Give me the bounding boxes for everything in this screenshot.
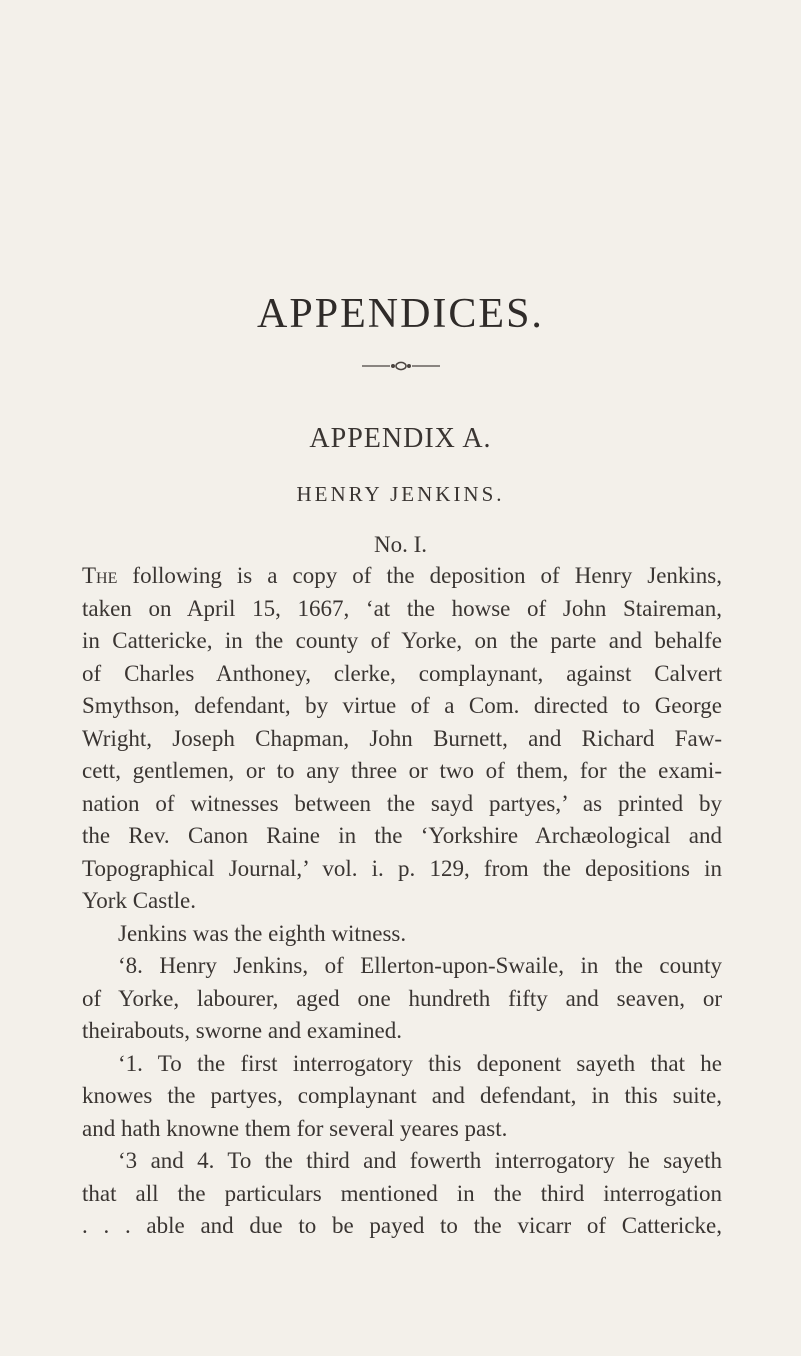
text-line: of Charles Anthoney, clerke, complaynant, against Calvert [82, 660, 722, 686]
text-line: Topographical Journal,’ vol. i. p. 129, from the depositions in [82, 855, 722, 881]
text-line: the Rev. Canon Raine in the ‘Yorkshire Archæological and [82, 823, 722, 848]
text-line: ‘1. To the first interrogatory this deponent sayeth that he [118, 1050, 722, 1076]
text-line: Jenkins was the eighth witness. [118, 920, 407, 946]
page-title: APPENDICES. [257, 291, 544, 337]
text-line: Wright, Joseph Chapman, John Burnett, and Richard Faw- [82, 725, 722, 751]
text-line: nation of witnesses between the sayd partyes,’ as printed by [82, 790, 722, 816]
text-line: and hath knowne them for several yeares past. [82, 1115, 508, 1141]
text-line: The following is a copy of the deposition of Henry Jenkins, [82, 563, 722, 588]
text-line: that all the particulars mentioned in the third interrogation [82, 1180, 722, 1206]
ornament-divider [360, 361, 442, 371]
body-text [82, 560, 722, 1243]
text-line: . . . able and due to be payed to the vicarr of Cattericke, [82, 1213, 722, 1238]
text-line: ‘3 and 4. To the third and fowerth interrogatory he sayeth [118, 1148, 722, 1173]
text-line: taken on April 15, 1667, ‘at the howse of John Staireman, [82, 595, 722, 621]
text-line: in Cattericke, in the county of Yorke, on the parte and behalfe [82, 628, 722, 653]
text-line: Smythson, defendant, by virtue of a Com. directed to George [82, 693, 722, 718]
text-line: ‘8. Henry Jenkins, of Ellerton-upon-Swaile, in the county [118, 953, 722, 978]
text-line: of Yorke, labourer, aged one hundreth fifty and seaven, or [82, 985, 722, 1011]
text-line: knowes the partyes, complaynant and defendant, in this suite, [82, 1083, 722, 1108]
lead-word: The [82, 563, 118, 588]
subject-heading: HENRY JENKINS. [296, 482, 505, 506]
appendix-heading: APPENDIX A. [309, 423, 492, 454]
text-line: theirabouts, sworne and examined. [82, 1018, 402, 1043]
section-number: No. I. [373, 532, 428, 557]
text-line: York Castle. [82, 888, 196, 913]
text-line: cett, gentlemen, or to any three or two of them, for the exami- [82, 758, 722, 783]
